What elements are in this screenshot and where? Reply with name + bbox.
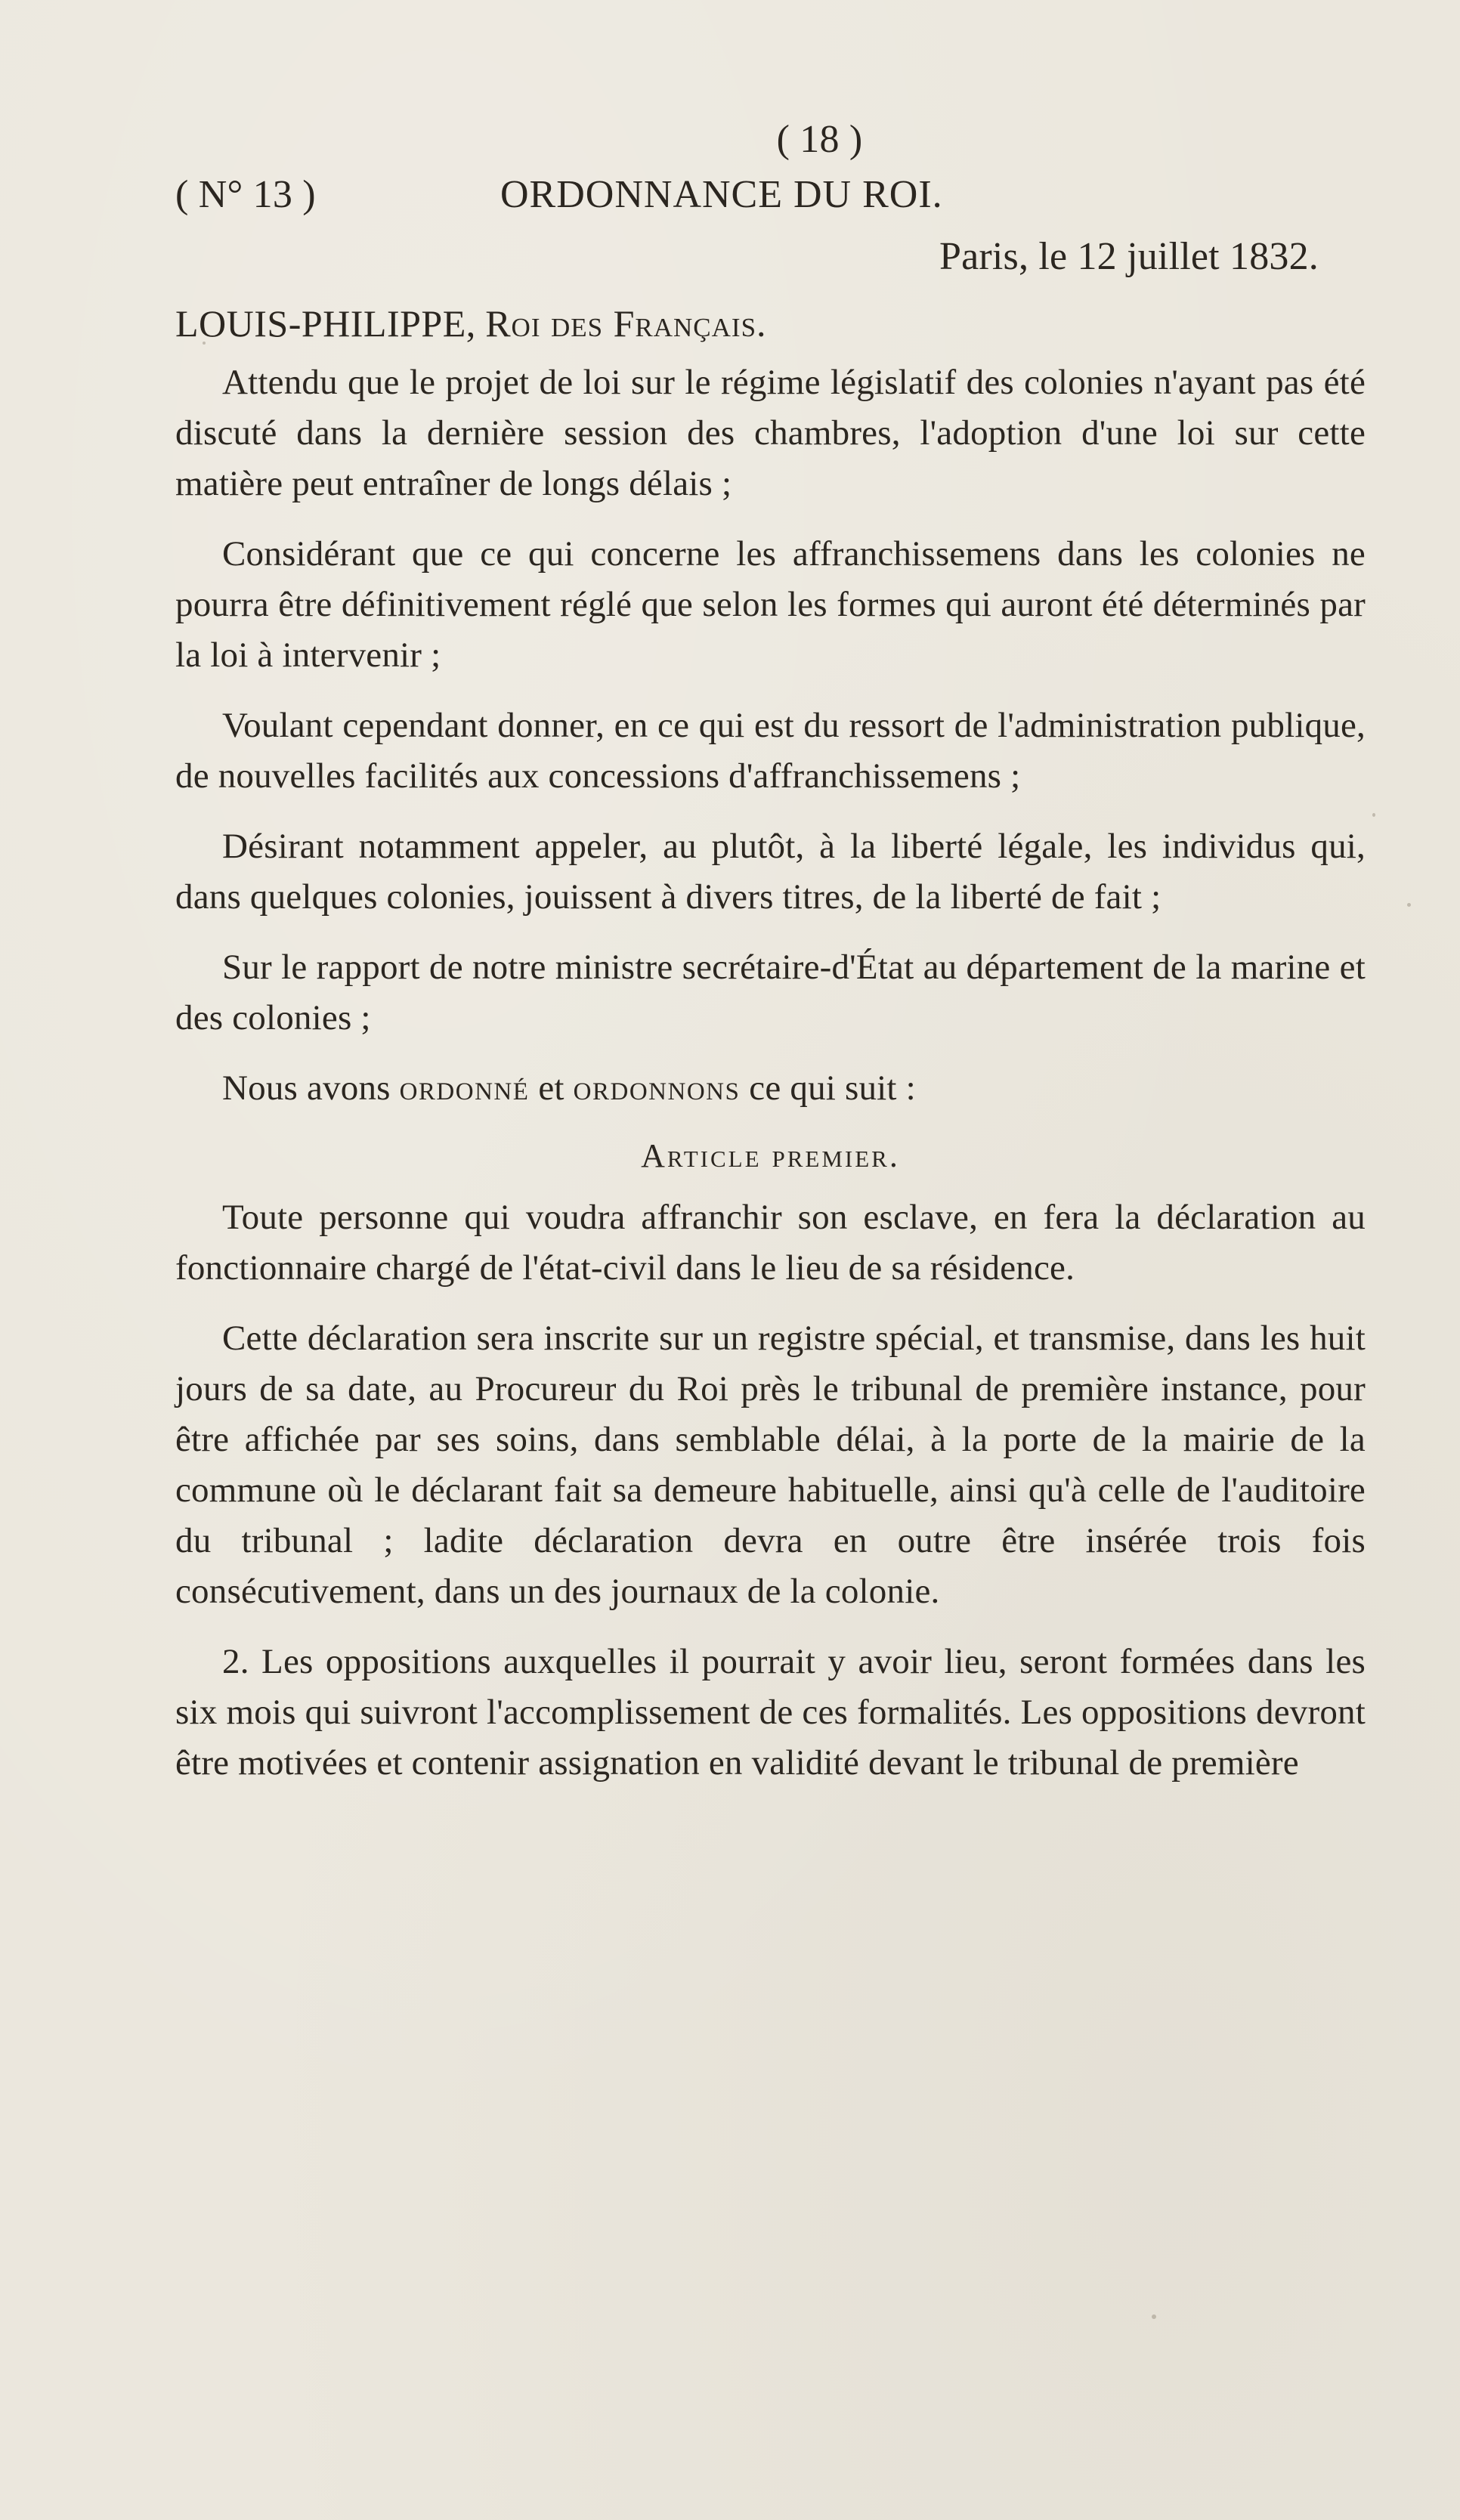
consideration-paragraph: Voulant cependant donner, en ce qui est du ressort de l'administration publique, de nouvelles facilités aux concessions d'affranchissemens ; bbox=[175, 706, 1366, 796]
page-number: ( 18 ) bbox=[776, 118, 863, 161]
king-name: LOUIS-PHILIPPE bbox=[175, 302, 466, 345]
document-title: ORDONNANCE DU ROI. bbox=[500, 173, 943, 216]
consideration-paragraph: Considérant que ce qui concerne les affranchissemens dans les colonies ne pourra être définitivement réglé que selon les formes qui auront été déterminés par la loi à intervenir ; bbox=[175, 534, 1366, 675]
paper-speck bbox=[203, 342, 206, 345]
paper-speck bbox=[1372, 813, 1375, 817]
article-paragraph: 2. Les oppositions auxquelles il pourrait y avoir lieu, seront formées dans les six mois qui suivront l'accomplissement de ces formalités. Les oppositions devront être motivées et contenir assignation en validité devant le tribunal de première bbox=[175, 1642, 1366, 1783]
document-date: Paris, le 12 juillet 1832. bbox=[939, 235, 1319, 278]
decree-before: Nous avons bbox=[222, 1068, 391, 1108]
page-text bbox=[175, 113, 1366, 1808]
article-paragraph: Toute personne qui voudra affranchir son esclave, en fera la déclaration au fonctionnaire chargé de l'état-civil dans le lieu de sa résidence. bbox=[175, 1198, 1366, 1288]
paper-speck bbox=[1152, 2314, 1156, 2319]
king-separator: , bbox=[466, 302, 486, 345]
document-number: ( N° 13 ) bbox=[175, 173, 316, 216]
document-heading bbox=[175, 166, 1366, 223]
decree-ordonne: ordonné bbox=[399, 1068, 530, 1108]
decree-after: ce qui suit : bbox=[749, 1068, 916, 1108]
consideration-paragraph: Désirant notamment appeler, au plutôt, à la liberté légale, les individus qui, dans quelques colonies, jouissent à divers titres, de la liberté de fait ; bbox=[175, 827, 1366, 917]
article-heading: Article premier. bbox=[641, 1137, 900, 1174]
consideration-paragraph: Sur le rapport de notre ministre secrétaire-d'État au département de la marine et des colonies ; bbox=[175, 948, 1366, 1037]
king-heading bbox=[175, 289, 1366, 357]
article-paragraph: Cette déclaration sera inscrite sur un registre spécial, et transmise, dans les huit jours de sa date, au Procureur du Roi près le tribunal de première instance, pour être affichée par ses soins, dans semblable délai, à la porte de la mairie de la commune où le déclarant fait sa demeure habituelle, ainsi qu'à celle de l'auditoire du tribunal ; ladite déclaration devra en outre être insérée trois fois consécutivement, dans un des journaux de la colonie. bbox=[175, 1319, 1366, 1611]
decree-formula bbox=[175, 1063, 1366, 1114]
paper-speck bbox=[1407, 903, 1411, 907]
consideration-paragraph: Attendu que le projet de loi sur le régime législatif des colonies n'ayant pas été discuté dans la dernière session des chambres, l'adoption d'une loi sur cette matière peut entraîner de longs délais ; bbox=[175, 363, 1366, 503]
decree-middle: et bbox=[538, 1068, 565, 1108]
king-title: Roi des Français. bbox=[485, 302, 767, 345]
decree-ordonnons: ordonnons bbox=[573, 1068, 741, 1108]
